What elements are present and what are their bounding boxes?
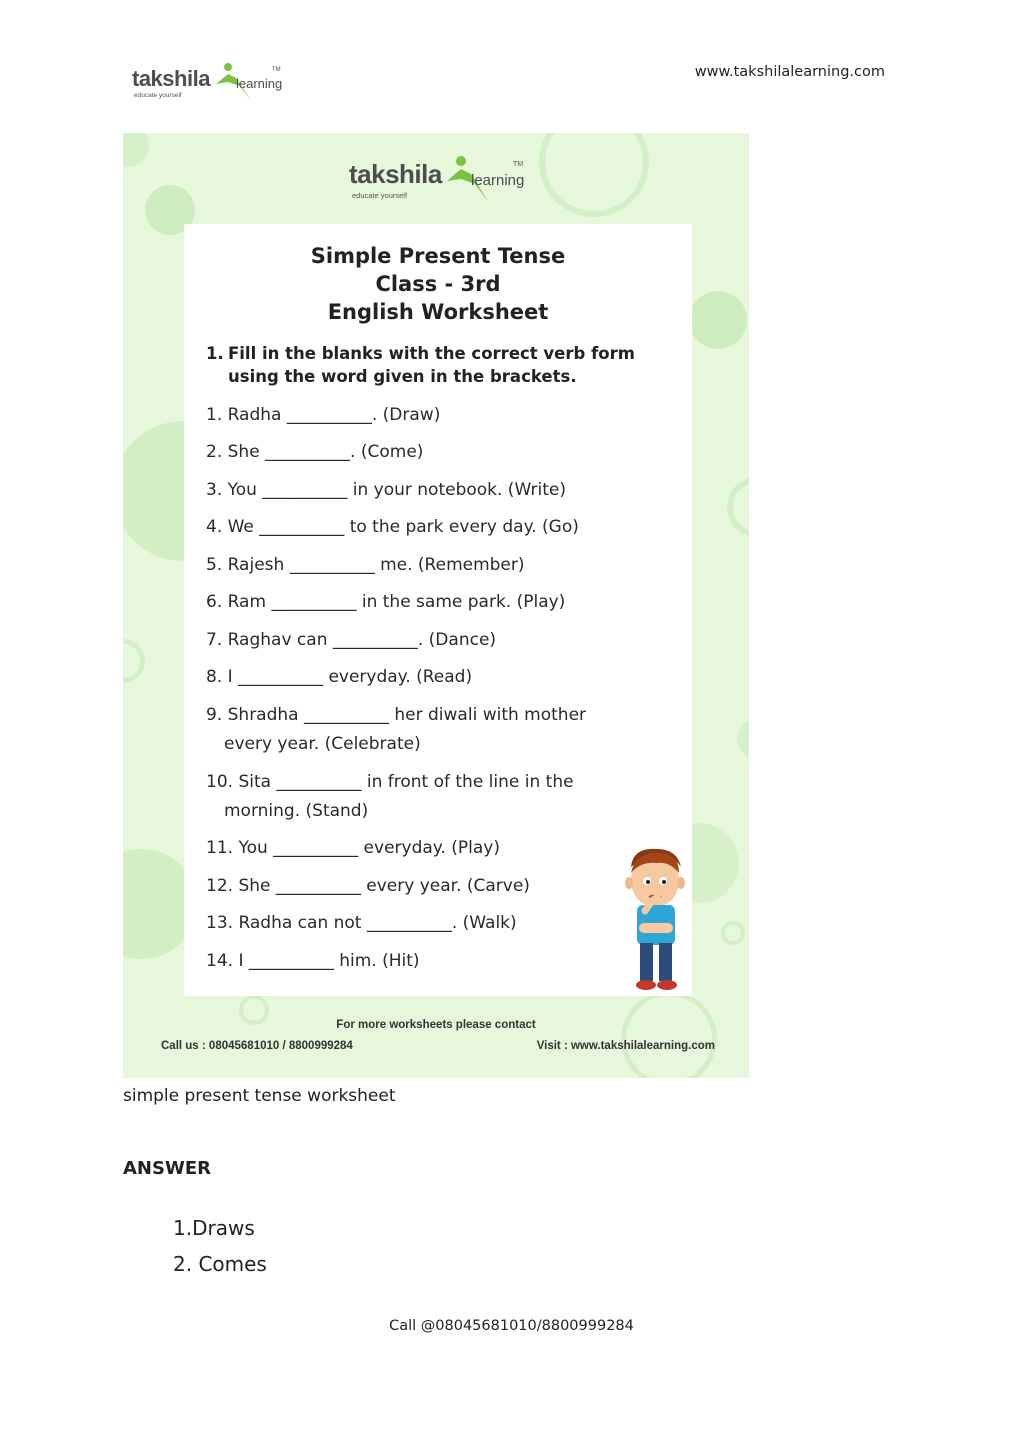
title-line: Class - 3rd — [375, 272, 501, 296]
logo-tm: TM — [272, 67, 281, 73]
poster-logo-tm: TM — [513, 161, 524, 168]
answer-item: 1.Draws — [173, 1216, 255, 1240]
question-text: 12. She __________ every year. (Carve) — [206, 876, 530, 896]
question-text: 14. I __________ him. (Hit) — [206, 951, 420, 971]
footer-phone: Call @08045681010/8800999284 — [389, 1318, 634, 1334]
question-text: 2. She __________. (Come) — [206, 442, 424, 462]
question-item — [206, 909, 666, 938]
question-text: 6. Ram __________ in the same park. (Play) — [206, 592, 566, 612]
poster-logo-product: learning — [471, 172, 525, 189]
poster-logo-tagline: educate yourself — [352, 191, 408, 200]
question-item — [206, 834, 666, 863]
question-item — [206, 626, 666, 655]
worksheet-title — [184, 242, 692, 326]
question-item — [206, 513, 666, 542]
question-text: 11. You __________ everyday. (Play) — [206, 838, 500, 858]
question-item — [206, 476, 666, 505]
takshila-logo — [132, 60, 292, 110]
decor-ring — [721, 921, 745, 945]
question-text: 13. Radha can not __________. (Walk) — [206, 913, 517, 933]
question-item — [206, 401, 666, 430]
question-text: 5. Rajesh __________ me. (Remember) — [206, 555, 525, 575]
decor-ring — [123, 639, 145, 683]
question-continuation: morning. (Stand) — [224, 801, 369, 821]
question-item — [206, 588, 666, 617]
answer-item: 2. Comes — [173, 1252, 267, 1276]
worksheet-card — [184, 224, 692, 996]
title-line: English Worksheet — [327, 300, 549, 324]
decor-circle — [737, 719, 749, 759]
image-caption: simple present tense worksheet — [123, 1086, 396, 1106]
instruction-number: 1. — [206, 344, 224, 363]
question-text: 7. Raghav can __________. (Dance) — [206, 630, 497, 650]
question-text: 10. Sita __________ in front of the line in the — [206, 772, 574, 792]
logo-brand: takshila — [132, 66, 210, 91]
worksheet-contact-note: For more worksheets please contact — [336, 1019, 536, 1031]
question-text: 9. Shradha __________ her diwali with mother — [206, 705, 587, 725]
question-text: 1. Radha __________. (Draw) — [206, 405, 441, 425]
answer-heading: ANSWER — [123, 1158, 211, 1179]
worksheet-visit-info: Visit : www.takshilalearning.com — [536, 1040, 715, 1052]
question-item — [206, 551, 666, 580]
question-text: 3. You __________ in your notebook. (Write) — [206, 480, 566, 500]
question-continuation: every year. (Celebrate) — [224, 734, 421, 754]
decor-ring — [539, 133, 649, 217]
thinking-boy-illustration — [617, 845, 697, 995]
worksheet-call-info: Call us : 08045681010 / 8800999284 — [161, 1040, 353, 1052]
logo-product: learning — [236, 76, 283, 91]
question-item — [206, 438, 666, 467]
site-url[interactable]: www.takshilalearning.com — [694, 64, 885, 80]
question-text: 4. We __________ to the park every day. (Go) — [206, 517, 579, 537]
question-text: 8. I __________ everyday. (Read) — [206, 667, 473, 687]
decor-circle — [689, 291, 747, 349]
question-item — [206, 701, 666, 759]
decor-ring — [727, 477, 749, 537]
question-item — [206, 872, 666, 901]
question-item — [206, 947, 666, 976]
question-item — [206, 768, 666, 826]
logo-tagline: educate yourself — [134, 92, 182, 99]
instruction-text: Fill in the blanks with the correct verb form using the word given in the brackets. — [228, 344, 635, 386]
question-item — [206, 663, 666, 692]
decor-circle — [123, 133, 149, 167]
decor-ring — [621, 991, 717, 1078]
title-line: Simple Present Tense — [310, 244, 566, 268]
poster-logo-brand: takshila — [349, 159, 442, 189]
worksheet-poster — [123, 133, 749, 1078]
poster-logo — [349, 153, 529, 209]
